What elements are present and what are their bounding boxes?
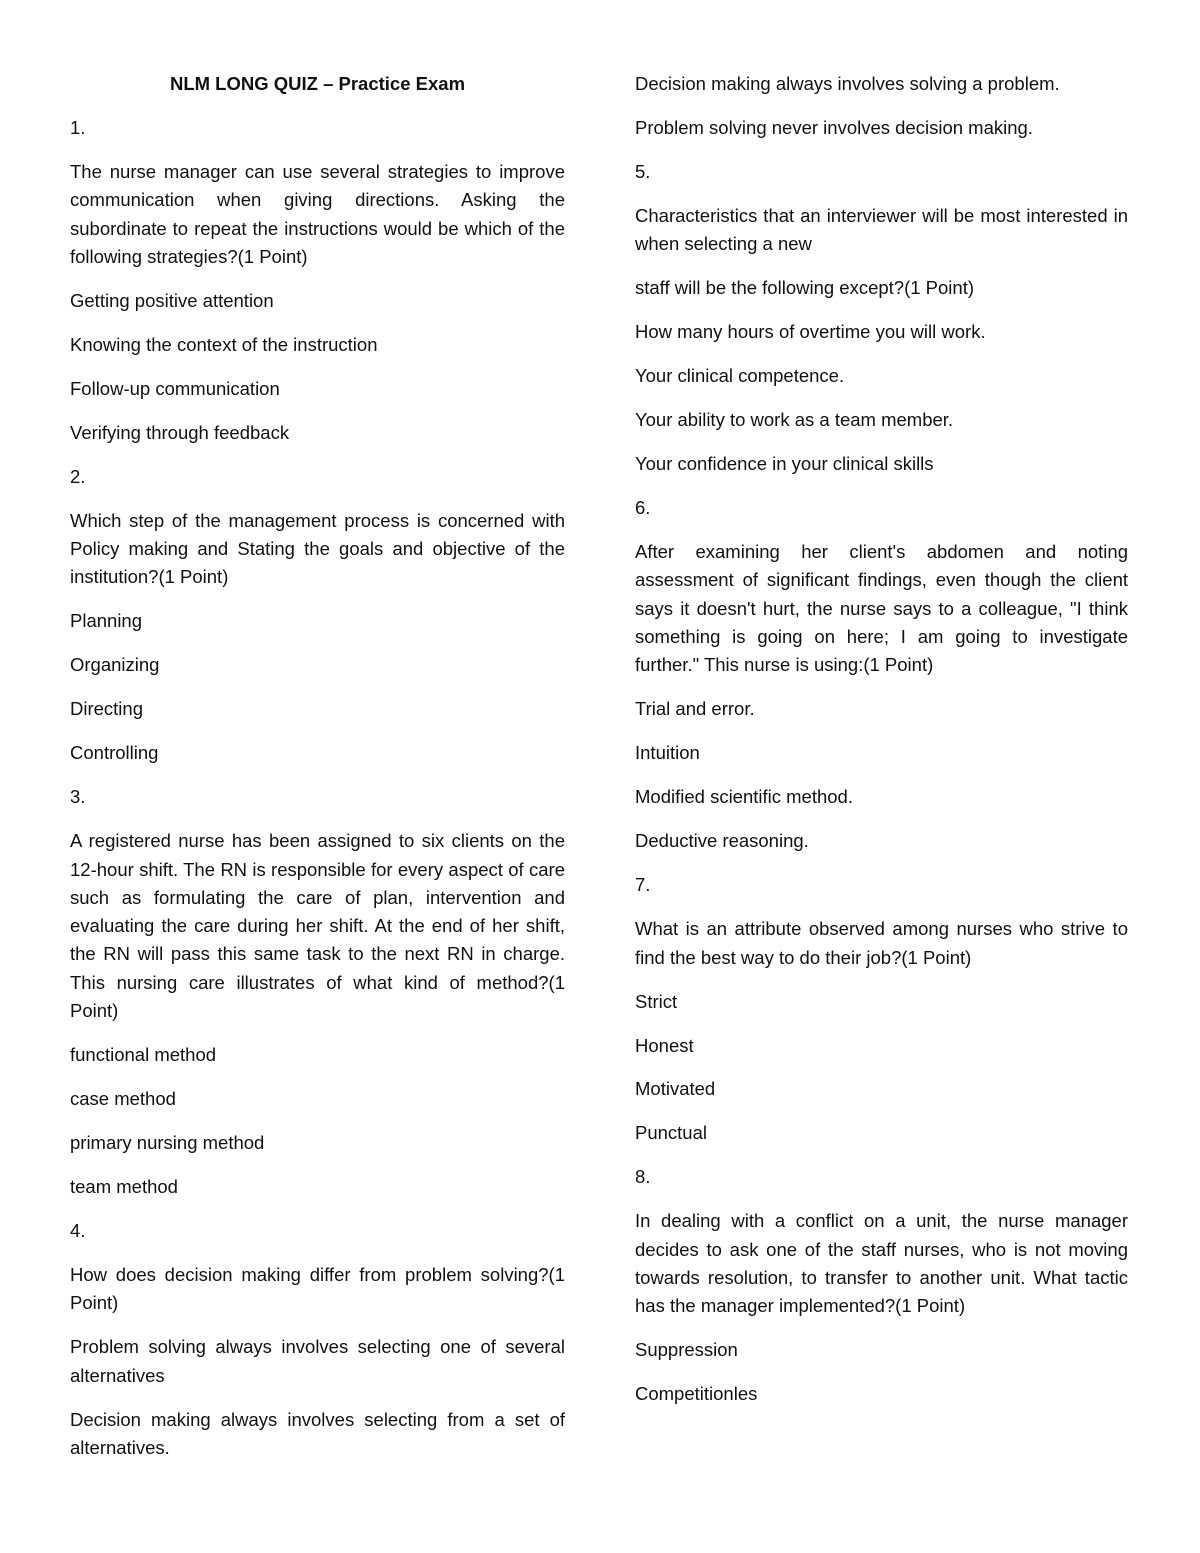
question-6-option-3: Modified scientific method.	[635, 786, 853, 808]
question-5-option-3: Your ability to work as a team member.	[635, 409, 954, 431]
question-5-text: Characteristics that an interviewer will be most interested in when selecting a new	[635, 204, 1128, 255]
question-1-text: The nurse manager can use several strategies to improve communication when giving directions. Asking the subordinate to repeat the instructions would be which of the following strategies?(1 Point)	[70, 160, 565, 267]
question-4-number: 4.	[70, 1219, 86, 1241]
question-6-option-4: Deductive reasoning.	[635, 830, 809, 852]
question-5-option-1: How many hours of overtime you will work.	[635, 321, 986, 343]
question-8-option-2: Competitionles	[635, 1383, 758, 1405]
question-6-text: After examining her client's abdomen and noting assessment of significant findings, even though the client says it doesn't hurt, the nurse says to a colleague, "I think something is going on here; I am going to investigate further." This nurse is using:(1 Point)	[635, 541, 1128, 676]
question-6-number: 6.	[635, 497, 651, 519]
question-4-option-2: Decision making always involves selecting from a set of alternatives.	[70, 1408, 565, 1458]
question-7-text: What is an attribute observed among nurses who strive to find the best way to do their job?(1 Point)	[635, 918, 1128, 968]
question-7-option-2: Honest	[635, 1034, 694, 1056]
question-7-number: 7.	[635, 874, 651, 896]
question-1-option-3: Follow-up communication	[70, 377, 280, 399]
question-7-option-3: Motivated	[635, 1078, 716, 1100]
question-3-text: A registered nurse has been assigned to six clients on the 12-hour shift. The RN is responsible for every aspect of care such as formulating the care of plan, intervention and evaluating the care during her shift. At the end of her shift, the RN will pass this same task to the next RN in charge. This nursing care illustrates of what kind of method?(1 Point)	[70, 830, 565, 1022]
question-3-option-2: case method	[70, 1088, 176, 1110]
question-3-option-4: team method	[70, 1176, 178, 1197]
question-6-option-1: Trial and error.	[635, 698, 755, 720]
question-1-option-4: Verifying through feedback	[70, 421, 290, 443]
question-3-option-1: functional method	[70, 1044, 217, 1066]
left-column	[70, 70, 565, 1478]
question-3-option-3: primary nursing method	[70, 1132, 265, 1154]
question-2-option-4: Controlling	[70, 742, 159, 764]
question-2-text: Which step of the management process is concerned with Policy making and Stating the goals and objective of the institution?(1 Point)	[70, 509, 565, 588]
question-4-option-3: Decision making always involves solving a problem.	[635, 73, 1060, 94]
question-1-option-2: Knowing the context of the instruction	[70, 333, 378, 355]
page-title: NLM LONG QUIZ – Practice Exam	[169, 73, 466, 94]
question-4-option-4: Problem solving never involves decision making.	[635, 116, 1033, 138]
question-8-option-1: Suppression	[635, 1339, 738, 1361]
question-5-option-2: Your clinical competence.	[635, 365, 845, 387]
question-2-option-2: Organizing	[70, 654, 160, 676]
question-6-option-2: Intuition	[635, 742, 700, 764]
question-5-number: 5.	[635, 160, 651, 182]
right-column	[635, 70, 1128, 1424]
question-1-option-1: Getting positive attention	[70, 289, 274, 311]
question-4-text: How does decision making differ from problem solving?(1 Point)	[70, 1263, 565, 1314]
question-2-number: 2.	[70, 465, 86, 487]
question-2-option-1: Planning	[70, 610, 143, 632]
question-5-option-4: Your confidence in your clinical skills	[635, 453, 934, 475]
question-4-option-1: Problem solving always involves selecting one of several alternatives	[70, 1336, 565, 1386]
question-7-option-4: Punctual	[635, 1122, 707, 1144]
question-8-text: In dealing with a conflict on a unit, the nurse manager decides to ask one of the staff nurses, who is not moving towards resolution, to transfer to another unit. What tactic has the manager implemented?(1 Point)	[635, 1210, 1128, 1317]
question-1-number: 1.	[70, 117, 86, 138]
question-7-option-1: Strict	[635, 990, 678, 1012]
question-5-text-continued: staff will be the following except?(1 Point)	[635, 277, 975, 299]
question-2-option-3: Directing	[70, 698, 143, 720]
question-8-number: 8.	[635, 1166, 651, 1188]
question-3-number: 3.	[70, 786, 86, 808]
